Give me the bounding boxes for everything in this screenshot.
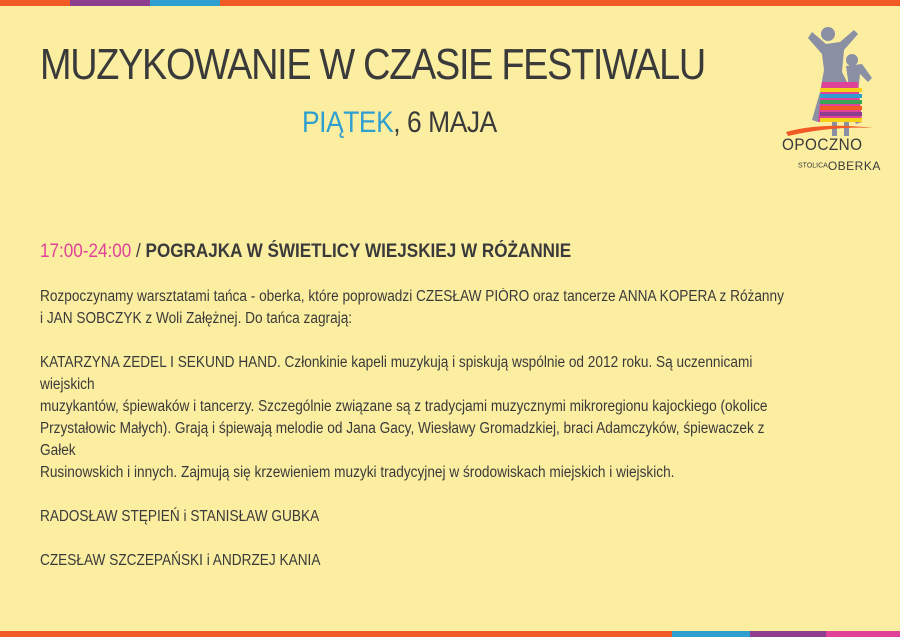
text-line: CZESŁAW SZCZEPAŃSKI i ANDRZEJ KANIA	[40, 552, 321, 569]
event-description	[40, 286, 797, 594]
logo-tagline-big: OBERKA	[827, 159, 881, 173]
paragraph-performers-2	[40, 550, 797, 572]
top-color-stripe	[0, 0, 900, 6]
logo-tagline	[798, 157, 881, 175]
event-separator: /	[131, 241, 146, 262]
event-time: 17:00-24:00	[40, 241, 132, 262]
text-line: Przystałowic Małych). Grają i śpiewają melodie od Jana Gacy, Wiesławy Gromadzkiej, braci Adamczyków, śpiewaczek z Gałek	[40, 420, 765, 459]
logo-city: OPOCZNO	[782, 135, 863, 154]
paragraph-workshop	[40, 286, 797, 330]
logo-tagline-small: STOLICA	[798, 162, 828, 170]
page-title: MUZYKOWANIE W CZASIE FESTIWALU	[40, 40, 705, 89]
text-line: muzykantów, śpiewaków i tancerzy. Szczególnie związane są z tradycjami muzycznymi mikroregionu kajockiego (okolice	[40, 398, 768, 415]
text-line: RADOSŁAW STĘPIEŃ i STANISŁAW GUBKA	[40, 508, 320, 525]
text-line: Rozpoczynamy warsztatami tańca - oberka, które poprowadzi CZESŁAW PIÓRO oraz tancerze ANNA KOPERA z Różanny	[40, 288, 784, 305]
text-line: KATARZYNA ZEDEL I SEKUND HAND. Członkinie kapeli muzykują i spiskują wspólnie od 2012 roku. Są uczennicami wiejskich	[40, 354, 753, 393]
event-venue: POGRAJKA W ŚWIETLICY WIEJSKIEJ W RÓŻANNIE	[145, 241, 572, 262]
paragraph-performers-1	[40, 506, 797, 528]
event-day: PIĄTEK	[302, 106, 394, 139]
event-date-value: , 6 MAJA	[393, 106, 497, 139]
bottom-color-stripe	[0, 631, 900, 637]
event-heading	[40, 241, 571, 263]
text-line: i JAN SOBCZYK z Woli Załężnej. Do tańca zagrają:	[40, 310, 353, 327]
event-date	[302, 106, 497, 140]
text-line: Rusinowskich i innych. Zajmują się krzewieniem muzyki tradycyjnej w środowiskach miejskich i wiejskich.	[40, 464, 675, 481]
paragraph-band	[40, 352, 797, 484]
